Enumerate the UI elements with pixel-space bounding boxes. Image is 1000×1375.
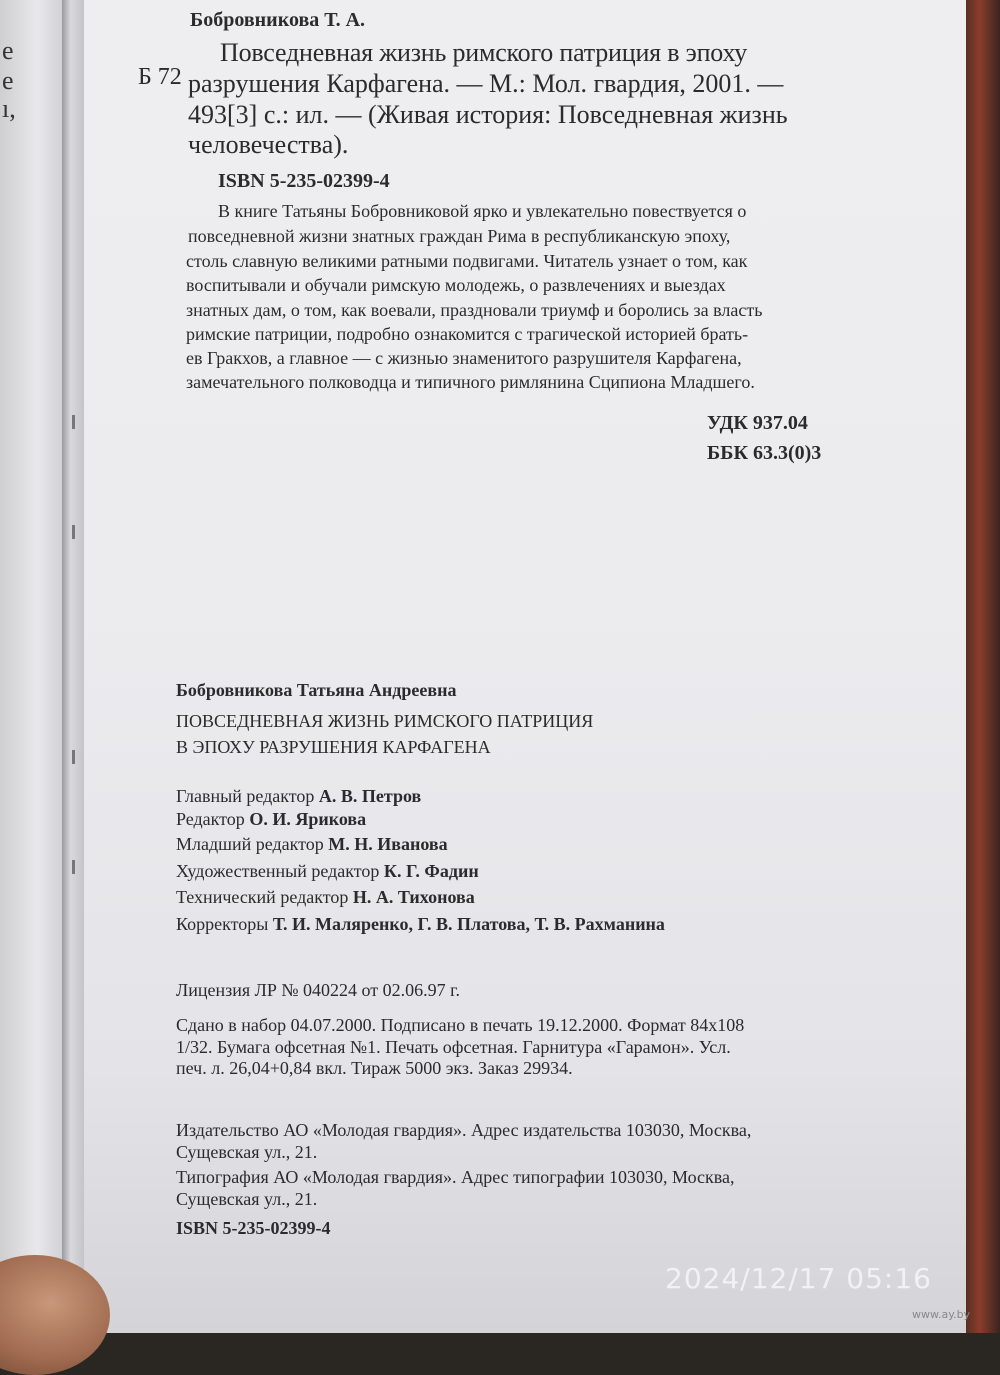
staff-role: Художественный редактор <box>176 861 380 881</box>
publisher-line: Сущевская ул., 21. <box>176 1142 318 1162</box>
citation-line: Повседневная жизнь римского патриция в эпоху <box>220 38 748 67</box>
staff-line <box>176 834 448 855</box>
staff-line <box>176 861 479 882</box>
binding-stitch <box>72 415 75 429</box>
imprint-title-line: ПОВСЕДНЕВНАЯ ЖИЗНЬ РИМСКОГО ПАТРИЦИЯ <box>176 711 594 731</box>
staff-name: О. И. Ярикова <box>249 809 367 829</box>
print-info-line: Сдано в набор 04.07.2000. Подписано в печать 19.12.2000. Формат 84x108 <box>176 1015 745 1035</box>
staff-name: М. Н. Иванова <box>328 834 448 854</box>
annotation-line: замечательного полководца и типичного римлянина Сципиона Младшего. <box>186 372 755 392</box>
binding-stitch <box>72 860 75 874</box>
publisher-line: Издательство АО «Молодая гвардия». Адрес издательства 103030, Москва, <box>176 1120 752 1140</box>
binding-stitch <box>72 525 75 539</box>
imprint-title-line: В ЭПОХУ РАЗРУШЕНИЯ КАРФАГЕНА <box>176 737 491 757</box>
staff-role: Корректоры <box>176 914 269 934</box>
left-page-fragment: ı, <box>2 94 16 123</box>
citation-line: человечества). <box>188 130 349 159</box>
print-info-line: печ. л. 26,04+0,84 вкл. Тираж 5000 экз. Заказ 29934. <box>176 1058 573 1078</box>
catalog-index-code: Б 72 <box>138 64 182 90</box>
imprint-author: Бобровникова Татьяна Андреевна <box>176 680 457 700</box>
staff-name: К. Г. Фадин <box>383 861 479 881</box>
catalog-isbn: ISBN 5-235-02399-4 <box>218 170 390 192</box>
staff-line <box>176 786 421 807</box>
book-cover-edge <box>966 0 1000 1333</box>
annotation-line: В книге Татьяны Бобровниковой ярко и увлекательно повествуется о <box>218 201 747 221</box>
printer-line: Типография АО «Молодая гвардия». Адрес типографии 103030, Москва, <box>176 1167 735 1187</box>
print-info-line: 1/32. Бумага офсетная №1. Печать офсетная. Гарнитура «Гарамон». Усл. <box>176 1037 731 1057</box>
citation-line: разрушения Карфагена. — М.: Мол. гвардия, 2001. — <box>188 69 784 98</box>
bbk-code: ББК 63.3(0)3 <box>707 442 822 464</box>
staff-line <box>176 914 665 935</box>
annotation-line: столь славную великими ратными подвигами. Читатель узнает о том, как <box>186 251 748 271</box>
left-page-edge <box>0 0 62 1333</box>
staff-name: Н. А. Тихонова <box>352 887 475 907</box>
left-page-fragment: е <box>2 36 14 65</box>
staff-role: Младший редактор <box>176 834 324 854</box>
annotation-line: знатных дам, о том, как воевали, праздновали триумф и боролись за власть <box>186 300 763 320</box>
staff-line <box>176 887 475 908</box>
catalog-author: Бобровникова Т. А. <box>190 9 366 31</box>
citation-line: 493[3] с.: ил. — (Живая история: Повседневная жизнь <box>188 100 788 129</box>
staff-role: Редактор <box>176 809 245 829</box>
udk-code: УДК 937.04 <box>707 412 808 434</box>
binding-stitch <box>72 750 75 764</box>
book-binding <box>62 0 84 1333</box>
watermark: www.ay.by <box>912 1308 971 1321</box>
annotation-line: ев Гракхов, а главное — с жизнью знаменитого разрушителя Карфагена, <box>186 348 742 368</box>
imprint-isbn: ISBN 5-235-02399-4 <box>176 1218 331 1238</box>
photo-timestamp: 2024/12/17 05:16 <box>665 1262 932 1295</box>
staff-name: Т. И. Маляренко, Г. В. Платова, Т. В. Рахманина <box>272 914 665 934</box>
annotation-line: римские патриции, подробно ознакомится с трагической историей брать- <box>186 324 749 344</box>
staff-line <box>176 809 366 830</box>
license-line: Лицензия ЛР № 040224 от 02.06.97 г. <box>176 980 460 1000</box>
staff-role: Технический редактор <box>176 887 349 907</box>
staff-role: Главный редактор <box>176 786 315 806</box>
annotation-line: воспитывали и обучали римскую молодежь, о развлечениях и выездах <box>186 275 726 295</box>
annotation-line: повседневной жизни знатных граждан Рима в республиканскую эпоху, <box>188 226 731 246</box>
left-page-fragment: е <box>2 66 14 95</box>
printer-line: Сущевская ул., 21. <box>176 1189 318 1209</box>
staff-name: А. В. Петров <box>318 786 422 806</box>
